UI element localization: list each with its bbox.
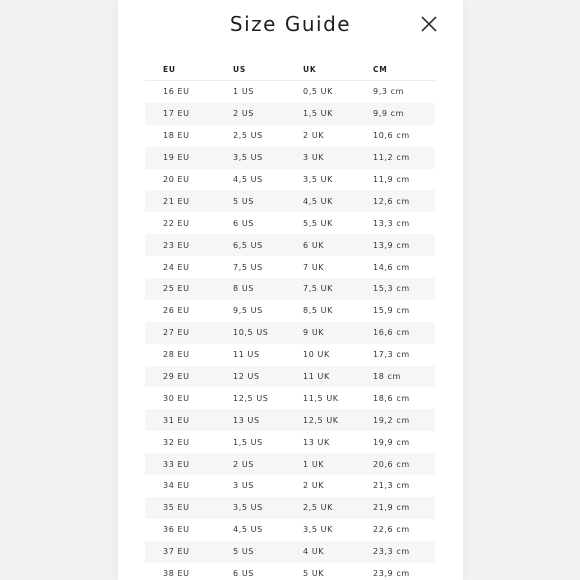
cell-cm: 22,6 cm [373,525,410,535]
table-row [145,541,435,563]
table-row [145,278,435,300]
cell-us: 13 US [215,409,285,431]
cell-cm: 23,3 cm [355,541,435,563]
cell-us: 7,5 US [233,262,263,272]
size-table [145,59,435,580]
table-row [145,81,435,103]
cell-eu: 22 EU [163,218,190,228]
column-header-cm: CM [355,59,435,81]
cell-uk: 5 UK [303,569,325,579]
cell-uk: 11,5 UK [303,393,339,403]
cell-uk: 4 UK [285,541,355,563]
cell-us: 4,5 US [233,525,263,535]
cell-eu: 38 EU [163,569,190,579]
table-row [145,387,435,409]
cell-cm: 9,9 cm [355,103,435,125]
cell-us: 10,5 US [215,322,285,344]
cell-cm: 13,3 cm [373,218,410,228]
cell-eu: 24 EU [163,262,190,272]
cell-cm: 16,6 cm [355,322,435,344]
cell-us: 9,5 US [233,306,263,316]
cell-us: 4,5 US [233,175,263,184]
cell-uk: 7,5 UK [285,278,355,300]
cell-uk: 12,5 UK [285,409,355,431]
column-header-us: US [215,59,285,81]
cell-uk: 7 UK [303,262,325,272]
table-header-row [145,59,435,81]
cell-uk: 5,5 UK [303,218,333,228]
table-row [145,190,435,212]
cell-eu: 26 EU [163,306,190,316]
cell-cm: 17,3 cm [373,350,410,360]
cell-uk: 13 UK [303,437,330,447]
cell-us: 3 US [233,481,254,491]
table-row [145,519,435,541]
cell-cm: 14,6 cm [373,262,410,272]
cell-eu: 18 EU [163,131,190,141]
cell-cm: 21,9 cm [355,497,435,519]
cell-uk: 0,5 UK [303,87,333,97]
cell-uk: 1 UK [285,453,355,475]
modal-title: Size Guide [229,12,352,36]
cell-cm: 15,3 cm [355,278,435,300]
cell-eu: 17 EU [145,103,215,125]
cell-us: 1,5 US [233,437,263,447]
cell-uk: 6 UK [285,234,355,256]
cell-us: 2 US [215,453,285,475]
cell-eu: 16 EU [163,87,190,97]
cell-us: 6,5 US [215,234,285,256]
cell-eu: 19 EU [145,147,215,169]
cell-uk: 9 UK [285,322,355,344]
cell-us: 12 US [215,366,285,388]
table-row [145,453,435,475]
cell-uk: 3,5 UK [303,525,333,535]
cell-cm: 20,6 cm [355,453,435,475]
cell-eu: 28 EU [163,350,190,360]
cell-uk: 8,5 UK [303,306,333,316]
cell-eu: 33 EU [145,453,215,475]
table-row [145,300,435,322]
table-row [145,344,435,366]
table-row [145,409,435,431]
table-row [145,212,435,234]
cell-cm: 13,9 cm [355,234,435,256]
table-row [145,169,435,191]
cell-us: 2 US [215,103,285,125]
cell-eu: 31 EU [145,409,215,431]
cell-us: 1 US [233,87,254,97]
cell-us: 3,5 US [215,497,285,519]
cell-eu: 30 EU [163,393,190,403]
cell-us: 6 US [233,218,254,228]
cell-eu: 35 EU [145,497,215,519]
close-icon [418,13,440,35]
cell-us: 6 US [233,569,254,579]
table-body [145,81,435,580]
table-row [145,366,435,388]
cell-cm: 10,6 cm [373,131,410,141]
cell-uk: 2 UK [303,131,325,141]
column-header-eu: EU [145,59,215,81]
cell-uk: 2 UK [303,481,325,491]
cell-us: 11 US [233,350,260,360]
close-button[interactable] [418,13,440,35]
cell-uk: 3 UK [285,147,355,169]
cell-cm: 9,3 cm [373,87,405,97]
cell-uk: 3,5 UK [303,175,333,184]
table-row [145,103,435,125]
size-guide-modal [118,0,463,580]
cell-eu: 23 EU [145,234,215,256]
cell-cm: 11,9 cm [373,175,410,184]
column-header-uk: UK [285,59,355,81]
cell-cm: 19,2 cm [355,409,435,431]
cell-eu: 29 EU [145,366,215,388]
table-row [145,234,435,256]
cell-cm: 11,2 cm [355,147,435,169]
cell-uk: 11 UK [285,366,355,388]
cell-us: 5 US [215,541,285,563]
cell-cm: 18,6 cm [373,393,410,403]
cell-eu: 36 EU [163,525,190,535]
table-row [145,497,435,519]
cell-us: 3,5 US [215,147,285,169]
cell-cm: 18 cm [355,366,435,388]
cell-eu: 21 EU [145,190,215,212]
table-row [145,125,435,147]
cell-eu: 34 EU [163,481,190,491]
cell-eu: 37 EU [145,541,215,563]
cell-uk: 1,5 UK [285,103,355,125]
cell-us: 5 US [215,190,285,212]
table-row [145,563,435,580]
cell-cm: 23,9 cm [373,569,410,579]
cell-uk: 10 UK [303,350,330,360]
cell-cm: 15,9 cm [373,306,410,316]
cell-cm: 19,9 cm [373,437,410,447]
cell-eu: 25 EU [145,278,215,300]
cell-us: 12,5 US [233,393,269,403]
cell-eu: 20 EU [163,175,190,184]
cell-uk: 4,5 UK [285,190,355,212]
cell-us: 8 US [215,278,285,300]
cell-cm: 21,3 cm [373,481,410,491]
table-row [145,431,435,453]
table-row [145,322,435,344]
table-row [145,147,435,169]
cell-cm: 12,6 cm [355,190,435,212]
table-row [145,475,435,497]
cell-uk: 2,5 UK [285,497,355,519]
cell-eu: 32 EU [163,437,190,447]
table-row [145,256,435,278]
cell-eu: 27 EU [145,322,215,344]
cell-us: 2,5 US [233,131,263,141]
